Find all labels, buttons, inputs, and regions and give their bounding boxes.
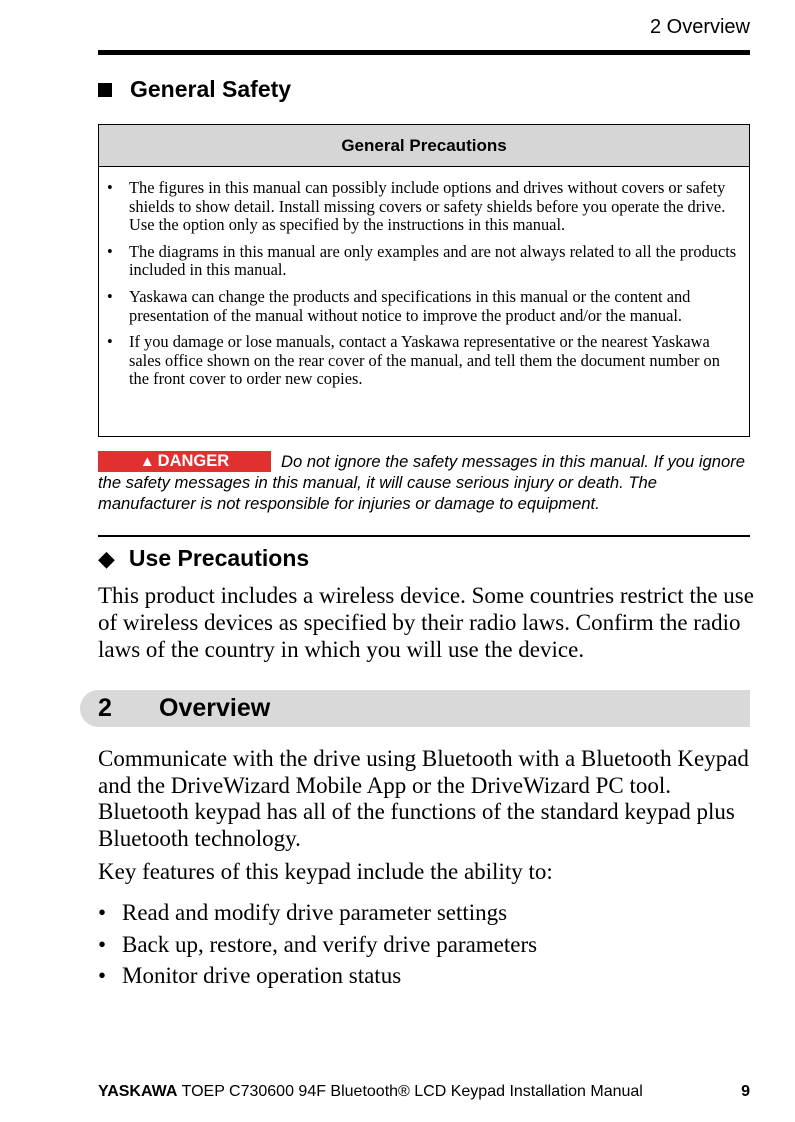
precaution-item: • The figures in this manual can possibly include options and drives without covers or safety shields to show detail. Install missing covers or safety shields before you operate the drive. Use the option only as specified by the instructions in this manual. xyxy=(129,179,741,235)
footer-manual-title: TOEP C730600 94F Bluetooth® LCD Keypad Installation Manual xyxy=(181,1083,643,1100)
section-number: 2 xyxy=(98,694,112,722)
running-head: 2 Overview xyxy=(649,16,750,38)
feature-item: • Back up, restore, and verify drive parameters xyxy=(98,929,537,961)
precaution-item: • If you damage or lose manuals, contact a Yaskawa representative or the nearest Yaskawa sales office shown on the rear cover of the manual, and tell them the document number on the front cover to order new copies. xyxy=(129,333,741,389)
page-number: 9 xyxy=(741,1083,750,1100)
header-rule xyxy=(98,50,750,55)
overview-lead: Key features of this keypad include the ability to: xyxy=(98,859,553,884)
overview-section-header xyxy=(80,690,750,727)
danger-notice xyxy=(98,451,753,514)
danger-label: DANGER xyxy=(157,452,230,470)
precaution-item: • Yaskawa can change the products and specifications in this manual or the content and presentation of the manual without notice to improve the product and/or the manual. xyxy=(129,288,741,325)
feature-item: • Read and modify drive parameter settings xyxy=(98,897,537,929)
danger-text: Do not ignore the safety messages in this manual. If you ignore the safety messages in this manual, it will cause serious injury or death. The manufacturer is not responsible for injuries or damage to equipment. xyxy=(98,452,745,513)
page-footer xyxy=(98,1083,750,1101)
danger-badge xyxy=(98,451,271,472)
footer-brand: YASKAWA xyxy=(98,1083,178,1100)
warning-triangle-icon: ▲ xyxy=(139,453,155,470)
general-precautions-box xyxy=(98,124,750,437)
general-precautions-title: General Precautions xyxy=(99,125,749,167)
use-precautions-text: This product includes a wireless device. Some countries restrict the use of wireless devices as specified by their radio laws. Confirm the radio laws of the country in which you will use the device. xyxy=(98,583,754,662)
footer-title xyxy=(98,1083,643,1101)
section-rule xyxy=(98,535,750,537)
general-safety-heading-text: General Safety xyxy=(130,76,292,102)
square-bullet-icon xyxy=(98,83,112,97)
feature-list xyxy=(98,897,537,992)
overview-paragraph: Communicate with the drive using Bluetooth with a Bluetooth Keypad and the DriveWizard Mobile App or the DriveWizard PC tool. Bluetooth keypad has all of the functions of the standard keypad plus Bluetooth technology. xyxy=(98,746,749,851)
section-title: Overview xyxy=(159,694,271,722)
feature-item: • Monitor drive operation status xyxy=(98,960,537,992)
precautions-list xyxy=(99,167,749,389)
general-safety-heading xyxy=(98,76,291,103)
use-precautions-heading xyxy=(98,545,309,572)
precaution-item: • The diagrams in this manual are only examples and are not always related to all the products included in this manual. xyxy=(129,243,741,280)
use-precautions-heading-text: Use Precautions xyxy=(128,545,310,571)
diamond-bullet-icon: ◆ xyxy=(98,545,115,571)
